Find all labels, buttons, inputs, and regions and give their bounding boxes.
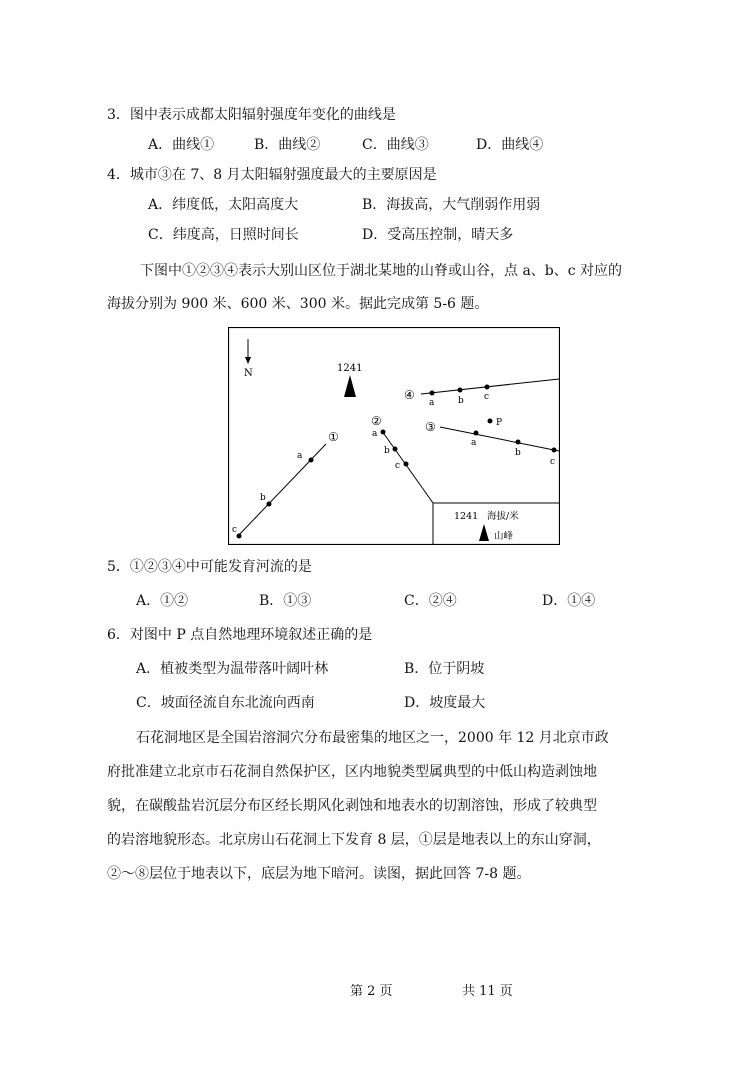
line-4-label: ④ [404,388,415,402]
q5-option-a: A．①② [136,593,189,609]
peak-value: 1241 [337,363,363,374]
line-2-label: ② [371,414,382,428]
line-2-label-b: b [384,446,390,456]
line-4-point-c [485,385,490,390]
intro-5-6-line2: 海拔分别为 900 米、600 米、300 米。据此完成第 5-6 题。 [107,296,489,312]
point-p [488,419,493,424]
line-4-label-c: c [484,392,490,402]
point-p-label: P [496,418,503,428]
legend-elevation: 海拔/米 [487,511,519,522]
line-3-point-c [552,448,557,453]
ridge-valley-map [228,327,560,545]
q5-option-b: B．①③ [259,593,312,609]
q6-option-a: A．植被类型为温带落叶阔叶林 [136,661,329,677]
line-2-point-b [393,447,398,452]
line-3-point-b [516,440,521,445]
q4-option-d: D．受高压控制，晴天多 [362,227,514,243]
q4-stem: 4．城市③在 7、8 月太阳辐射强度最大的主要原因是 [107,167,437,183]
line-1-label-a: a [297,451,303,461]
line-2-label-c: c [395,461,401,471]
line-1-label: ① [328,430,339,444]
passage-7-8-line2: 府批准建立北京市石花洞自然保护区，区内地貌类型属典型的中低山构造剥蚀地 [107,764,597,780]
line-3-label-c: c [550,457,556,467]
line-3-label: ③ [425,420,436,434]
line-4-label-a: a [429,398,435,408]
q5-option-c: C．②④ [404,593,457,609]
line-1-point-b [267,502,272,507]
q5-option-d: D．①④ [542,593,596,609]
q3-option-b: B．曲线② [254,137,321,153]
line-1-label-c: c [232,525,238,535]
q3-option-d: D．曲线④ [476,137,544,153]
q5-stem: 5．①②③④中可能发育河流的是 [107,559,312,575]
line-1-point-a [309,458,314,463]
legend-peak: 山峰 [494,531,514,542]
q4-option-a: A．纬度低，太阳高度大 [148,197,299,213]
q3-option-c: C．曲线③ [362,137,429,153]
passage-7-8-line5: ②～⑧层位于地表以下，底层为地下暗河。读图，据此回答 7-8 题。 [107,866,531,882]
line-3-point-a [474,431,479,436]
q3-option-a: A．曲线① [148,137,215,153]
passage-7-8-line3: 貌，在碳酸盐岩沉层分布区经长期风化剥蚀和地表水的切割溶蚀，形成了较典型 [107,798,597,814]
line-4-label-b: b [458,396,464,406]
intro-5-6-line1: 下图中①②③④表示大别山区位于湖北某地的山脊或山谷，点 a、b、c 对应的 [140,263,623,279]
line-1-label-b: b [260,493,266,503]
line-2-point-a [381,430,386,435]
q6-stem: 6．对图中 P 点自然地理环境叙述正确的是 [107,627,373,643]
passage-7-8-line1: 石花洞地区是全国岩溶洞穴分布最密集的地区之一，2000 年 12 月北京市政 [136,730,609,746]
passage-7-8-line4: 的岩溶地貌形态。北京房山石花洞上下发育 8 层，①层是地表以上的东山穿洞， [107,832,601,848]
q6-option-c: C．坡面径流自东北流向西南 [136,695,315,711]
line-3-label-a: a [471,438,477,448]
line-4-point-a [430,391,435,396]
north-label: N [244,368,253,379]
q3-stem: 3．图中表示成都太阳辐射强度年变化的曲线是 [107,107,396,123]
line-4-point-b [458,388,463,393]
q6-option-b: B．位于阴坡 [404,661,485,677]
line-2-point-c [404,462,409,467]
line-1-point-c [237,534,242,539]
legend-value: 1241 [454,511,479,522]
q4-option-b: B．海拔高，大气削弱作用弱 [362,197,541,213]
line-2-label-a: a [372,429,378,439]
footer-total-pages: 共 11 页 [462,984,513,999]
q6-option-d: D．坡度最大 [404,695,486,711]
q4-option-c: C．纬度高，日照时间长 [148,227,299,243]
line-3-label-b: b [515,448,521,458]
footer-page-number: 第 2 页 [350,984,393,999]
